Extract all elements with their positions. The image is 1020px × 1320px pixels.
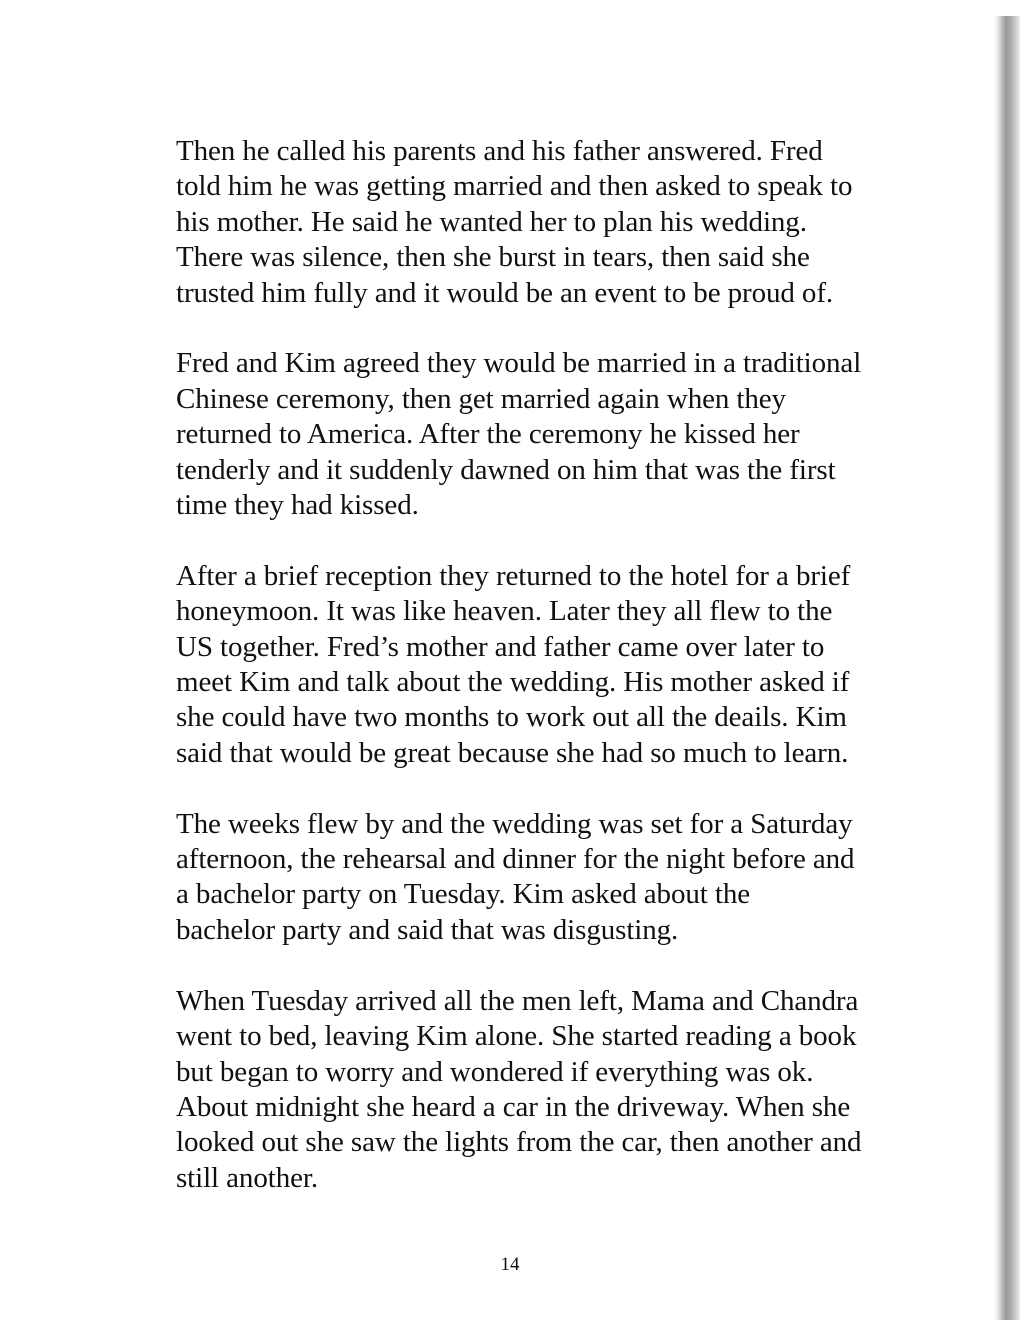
paragraph-wedding-plans: The weeks flew by and the wedding was set for a Saturday afternoon, the rehearsal and dinner for the night before and a bachelor party on Tuesday. Kim asked about the bachelor party and said that was disgusting. bbox=[176, 807, 855, 946]
paragraph-parents-call: Then he called his parents and his father answered. Fred told him he was getting married and then asked to speak to his mother. He said he wanted her to plan his wedding. There was silence, then she burst in tears, then said she trusted him fully and it would be an event to be proud of. bbox=[176, 135, 853, 309]
page-body bbox=[176, 134, 916, 1232]
paragraph-honeymoon: After a brief reception they returned to the hotel for a brief honeymoon. It was like heaven. Later they all flew to the US together. Fred’s mother and father came over later to meet Kim and talk about the wedding. His mother asked if she could have two months to work out all the deails. Kim said that would be great because she had so much to learn. bbox=[176, 559, 851, 769]
scan-shadow-edge bbox=[994, 0, 1020, 1320]
scan-edge-top bbox=[994, 0, 1020, 16]
page-number: 14 bbox=[500, 1254, 520, 1275]
paragraph-tuesday-night: When Tuesday arrived all the men left, Mama and Chandra went to bed, leaving Kim alone. She started reading a book but began to worry and wondered if everything was ok. About midnight she heard a car in the driveway. When she looked out she saw the lights from the car, then another and still another. bbox=[176, 984, 862, 1194]
paragraph-ceremony: Fred and Kim agreed they would be married in a traditional Chinese ceremony, then get married again when they returned to America. After the ceremony he kissed her tenderly and it suddenly dawned on him that was the first time they had kissed. bbox=[176, 347, 862, 522]
